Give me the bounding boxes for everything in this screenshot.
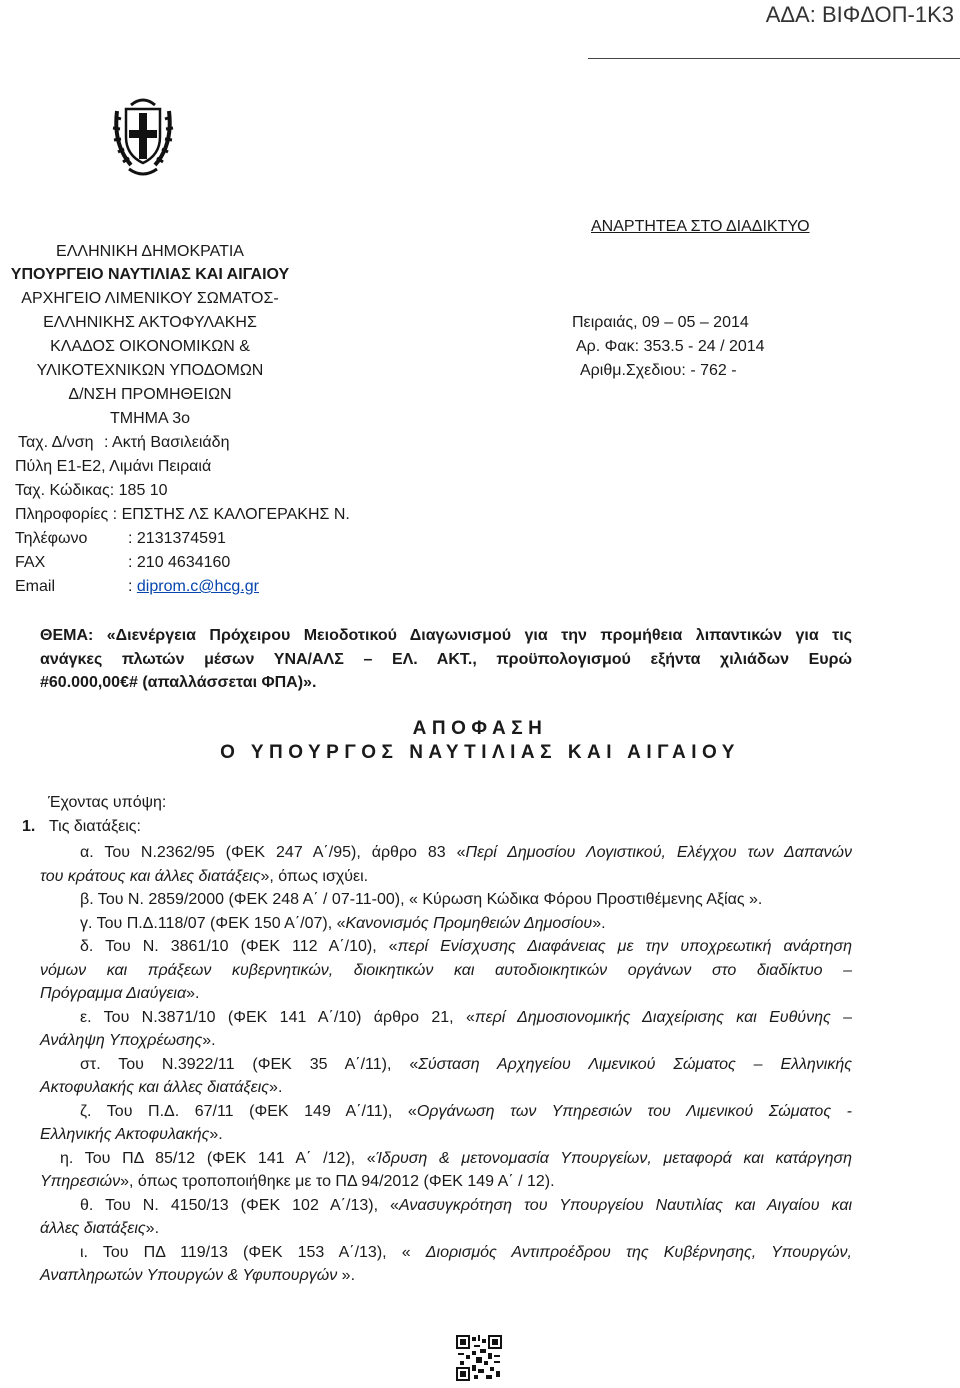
- provision-g: [40, 912, 852, 936]
- provision-d-line-3: [40, 982, 852, 1006]
- provision-th-tail: ».: [145, 1220, 160, 1237]
- qr-code-icon: [456, 1335, 502, 1381]
- provision-i-tail: ».: [337, 1267, 356, 1284]
- fax-label: FAX: [15, 554, 46, 571]
- provision-st-line-2: [40, 1076, 852, 1100]
- provision-d-line-2: [40, 959, 852, 983]
- hellenic-republic-emblem-icon: [109, 97, 177, 179]
- provision-a-text: α. Του Ν.2362/95 (ΦΕΚ 247 Α΄/95), άρθρο 83 «: [80, 844, 466, 861]
- item-1-label: Τις διατάξεις:: [49, 818, 141, 835]
- provision-i-line-1: [40, 1241, 852, 1265]
- header-republic: ΕΛΛΗΝΙΚΗ ΔΗΜΟΚΡΑΤΙΑ: [56, 243, 244, 260]
- provision-i-title-2: Αναπληρωτών Υπουργών & Υφυπουργών: [40, 1267, 338, 1284]
- provision-e-line-1: [40, 1006, 852, 1030]
- provision-a-line-1: [40, 841, 852, 865]
- file-number: Αρ. Φακ: 353.5 - 24 / 2014: [576, 338, 765, 355]
- provision-a-tail: », όπως ισχύει.: [260, 867, 369, 885]
- subject-line-3: #60.000,00€# (απαλλάσσεται ΦΠΑ)».: [40, 674, 317, 691]
- posted-online-note: ΑΝΑΡΤΗΤΕΑ ΣΤΟ ΔΙΑΔΙΚΤΥΟ: [591, 218, 810, 235]
- provision-th-line-1: [40, 1194, 852, 1218]
- provision-e-title-2: Ανάληψη Υποχρέωσης: [40, 1032, 203, 1049]
- info-contact: Πληροφορίες : ΕΠΣΤΗΣ ΛΣ ΚΑΛΟΓΕΡΑΚΗΣ Ν.: [15, 506, 350, 523]
- subject-block: [40, 624, 852, 695]
- header-directorate: Δ/ΝΣΗ ΠΡΟΜΗΘΕΙΩΝ: [68, 386, 232, 403]
- header-coastguard: ΕΛΛΗΝΙΚΗΣ ΑΚΤΟΦΥΛΑΚΗΣ: [43, 314, 257, 331]
- provision-st-title: Σύσταση Αρχηγείου Λιμενικού Σώματος – Ελληνικής: [418, 1055, 852, 1073]
- provision-a-line-2: [40, 865, 852, 889]
- header-ministry: ΥΠΟΥΡΓΕΙΟ ΝΑΥΤΙΛΙΑΣ ΚΑΙ ΑΙΓΑΙΟΥ: [10, 266, 290, 283]
- provision-h-title: Ίδρυση & μετονομασία Υπουργείων, μεταφορά και κατάργηση: [375, 1149, 853, 1167]
- provision-z-tail: ».: [209, 1126, 223, 1143]
- provision-z-title-2: Ελληνικής Ακτοφυλακής: [40, 1126, 210, 1143]
- provision-e-line-2: [40, 1029, 852, 1053]
- provision-th-title-2: άλλες διατάξεις: [40, 1220, 146, 1237]
- place-date: Πειραιάς, 09 – 05 – 2014: [572, 314, 749, 331]
- provision-z-line-2: [40, 1123, 852, 1147]
- header-branch: ΚΛΑΔΟΣ ΟΙΚΟΝΟΜΙΚΩΝ &: [50, 338, 250, 355]
- header-branch-2: ΥΛΙΚΟΤΕΧΝΙΚΩΝ ΥΠΟΔΟΜΩΝ: [36, 362, 264, 379]
- provision-st-tail: ».: [269, 1079, 283, 1096]
- provision-st-title-2: Ακτοφυλακής και άλλες διατάξεις: [40, 1079, 270, 1096]
- address-value: : Ακτή Βασιλειάδη: [104, 434, 230, 451]
- provision-e-tail: ».: [202, 1032, 216, 1049]
- provision-i-line-2: [40, 1264, 852, 1288]
- phone-value: : 2131374591: [128, 530, 226, 547]
- address-line: [18, 434, 229, 452]
- draft-number: Αριθμ.Σχεδιου: - 762 -: [580, 362, 737, 379]
- provision-i-title: Διορισμός Αντιπροέδρου της Κυβέρνησης, Υπουργών,: [425, 1243, 852, 1261]
- provision-z-line-1: [40, 1100, 852, 1124]
- provision-d-title-3: Πρόγραμμα Διαύγεια: [40, 985, 187, 1002]
- provision-e-text: ε. Του Ν.3871/10 (ΦΕΚ 141 Α΄/10) άρθρο 21, «: [80, 1008, 475, 1026]
- provision-th-title: Ανασυγκρότηση του Υπουργείου Ναυτιλίας και Αιγαίου και: [398, 1196, 853, 1214]
- provision-g-text: γ. Του Π.Δ.118/07 (ΦΕΚ 150 Α΄/07), «: [80, 914, 346, 932]
- provision-h-line-1: [40, 1147, 852, 1171]
- subject-line-1: ΘΕΜΑ: «Διενέργεια Πρόχειρου Μειοδοτικού Διαγωνισμού για την προμήθεια λιπαντικών για τις: [40, 627, 852, 644]
- provision-i-text: ι. Του ΠΔ 119/13 (ΦΕΚ 153 Α΄/13), «: [80, 1243, 426, 1261]
- subject-line-2: ανάγκες πλωτών μέσων ΥΝΑ/ΑΛΣ – ΕΛ. ΑΚΤ., προϋπολογισμού εξήντα χιλιάδων Ευρώ: [40, 650, 852, 668]
- provision-h-text: η. Του ΠΔ 85/12 (ΦΕΚ 141 Α΄ /12), «: [60, 1149, 376, 1167]
- provision-a-title: Περί Δημοσίου Λογιστικού, Ελέγχου των Δαπανών: [465, 844, 852, 861]
- provision-z-title: Οργάνωση των Υπηρεσιών του Λιμενικού Σώματος -: [416, 1102, 852, 1120]
- decision-title: ΑΠΟΦΑΣΗ: [412, 718, 548, 739]
- phone-label: Τηλέφωνο: [15, 530, 88, 547]
- postcode: Ταχ. Κώδικας: 185 10: [15, 482, 168, 499]
- provision-d-title-2: νόμων και πράξεων κυβερνητικών, διοικητικών και αυτοδιοικητικών οργάνων στο διαδίκτυο –: [40, 961, 852, 979]
- header-department: ΤΜΗΜΑ 3ο: [109, 410, 190, 427]
- email-colon: :: [128, 578, 133, 595]
- provision-th-text: θ. Του Ν. 4150/13 (ΦΕΚ 102 Α΄/13), «: [80, 1196, 399, 1214]
- provision-d-tail: ».: [186, 985, 200, 1002]
- provision-st-text: στ. Του Ν.3922/11 (ΦΕΚ 35 Α΄/11), «: [80, 1055, 419, 1073]
- provision-h-tail: », όπως τροποποιήθηκε με το ΠΔ 94/2012 (ΦΕΚ 149 Α΄ / 12).: [120, 1173, 555, 1190]
- provisions-list: [40, 841, 852, 1288]
- email-link[interactable]: diprom.c@hcg.gr: [136, 578, 259, 595]
- ada-code: ΑΔΑ: ΒΙΦΔΟΠ-1Κ3: [765, 2, 954, 27]
- considering-label: Έχοντας υπόψη:: [48, 794, 167, 811]
- address-label: Ταχ. Δ/νση: [18, 434, 94, 451]
- provision-d-text: δ. Του Ν. 3861/10 (ΦΕΚ 112 Α΄/10), «: [80, 938, 398, 955]
- provision-h-line-2: [40, 1170, 852, 1194]
- header-rule: [588, 58, 960, 59]
- provision-d-title: περί Ενίσχυσης Διαφάνειας με την υποχρεωτική ανάρτηση: [397, 938, 853, 955]
- email-label: Email: [15, 578, 56, 595]
- provision-g-tail: ».: [592, 914, 606, 932]
- header-hq: ΑΡΧΗΓΕΙΟ ΛΙΜΕΝΙΚΟΥ ΣΩΜΑΤΟΣ-: [21, 290, 279, 307]
- provision-h-title-2: Υπηρεσιών: [40, 1173, 121, 1190]
- fax-value: : 210 4634160: [128, 554, 231, 571]
- provision-st-line-1: [40, 1053, 852, 1077]
- item-1-number: 1.: [22, 818, 36, 835]
- provision-g-title: Κανονισμός Προμηθειών Δημοσίου: [345, 914, 593, 932]
- provision-a-title-2: του κράτους και άλλες διατάξεις: [40, 867, 261, 885]
- provision-e-title: περί Δημοσιονομικής Διαχείρισης και Ευθύνης –: [474, 1008, 853, 1026]
- provision-th-line-2: [40, 1217, 852, 1241]
- address-line-2: Πύλη Ε1-Ε2, Λιμάνι Πειραιά: [15, 458, 212, 475]
- provision-b: β. Του Ν. 2859/2000 (ΦΕΚ 248 Α΄ / 07-11-00), « Κύρωση Κώδικα Φόρου Προστιθέμενης Αξίας ».: [80, 891, 763, 908]
- provision-d-line-1: [40, 935, 852, 959]
- email-row: [128, 578, 259, 596]
- minister-title: Ο ΥΠΟΥΡΓΟΣ ΝΑΥΤΙΛΙΑΣ ΚΑΙ ΑΙΓΑΙΟΥ: [220, 742, 740, 763]
- provision-z-text: ζ. Του Π.Δ. 67/11 (ΦΕΚ 149 Α΄/11), «: [80, 1102, 417, 1120]
